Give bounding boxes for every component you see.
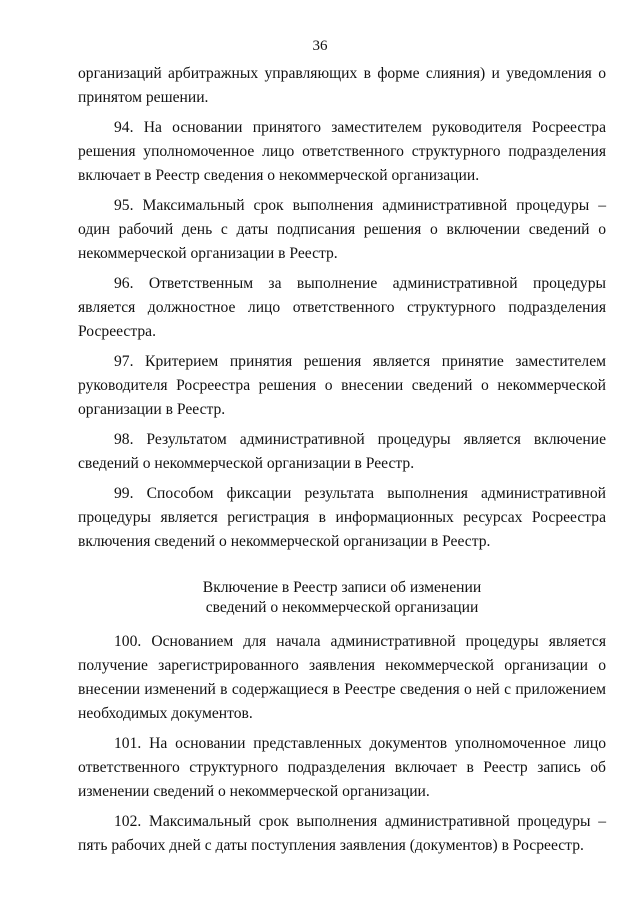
paragraph-96: 96. Ответственным за выполнение административной процедуры является должностное лицо ответственного структурного подразделения Росреестра.: [78, 275, 606, 340]
paragraph-97: 97. Критерием принятия решения является принятие заместителем руководителя Росреестра решения о внесении сведений о некоммерческой организации в Реестр.: [78, 353, 606, 418]
section-heading-line-2: сведений о некоммерческой организации: [205, 599, 479, 616]
page-number: 36: [312, 38, 328, 54]
paragraph-100: 100. Основанием для начала административной процедуры является получение зарегистрированного заявления некоммерческой организации о внесении изменений в содержащиеся в Реестре сведения о ней с приложением необходимых документов.: [78, 633, 606, 722]
document-body: [78, 62, 606, 864]
paragraph-102: 102. Максимальный срок выполнения административной процедуры – пять рабочих дней с даты поступления заявления (документов) в Росреестр.: [78, 813, 606, 854]
section-heading: [78, 578, 606, 618]
paragraph-99: 99. Способом фиксации результата выполнения административной процедуры является регистрация в информационных ресурсах Росреестра включения сведений о некоммерческой организации в Реестр.: [78, 485, 606, 550]
paragraph-95: 95. Максимальный срок выполнения административной процедуры – один рабочий день с даты подписания решения о включении сведений о некоммерческой организации в Реестр.: [78, 197, 606, 262]
paragraph-continuation: организаций арбитражных управляющих в форме слияния) и уведомления о принятом решении.: [78, 65, 606, 106]
paragraph-94: 94. На основании принятого заместителем руководителя Росреестра решения уполномоченное лицо ответственного структурного подразделения включает в Реестр сведения о некоммерческой организации.: [78, 119, 606, 184]
paragraph-101: 101. На основании представленных документов уполномоченное лицо ответственного структурного подразделения включает в Реестр запись об изменении сведений о некоммерческой организации.: [78, 735, 606, 800]
section-heading-line-1: Включение в Реестр записи об изменении: [202, 579, 482, 596]
paragraph-98: 98. Результатом административной процедуры является включение сведений о некоммерческой организации в Реестр.: [78, 431, 606, 472]
